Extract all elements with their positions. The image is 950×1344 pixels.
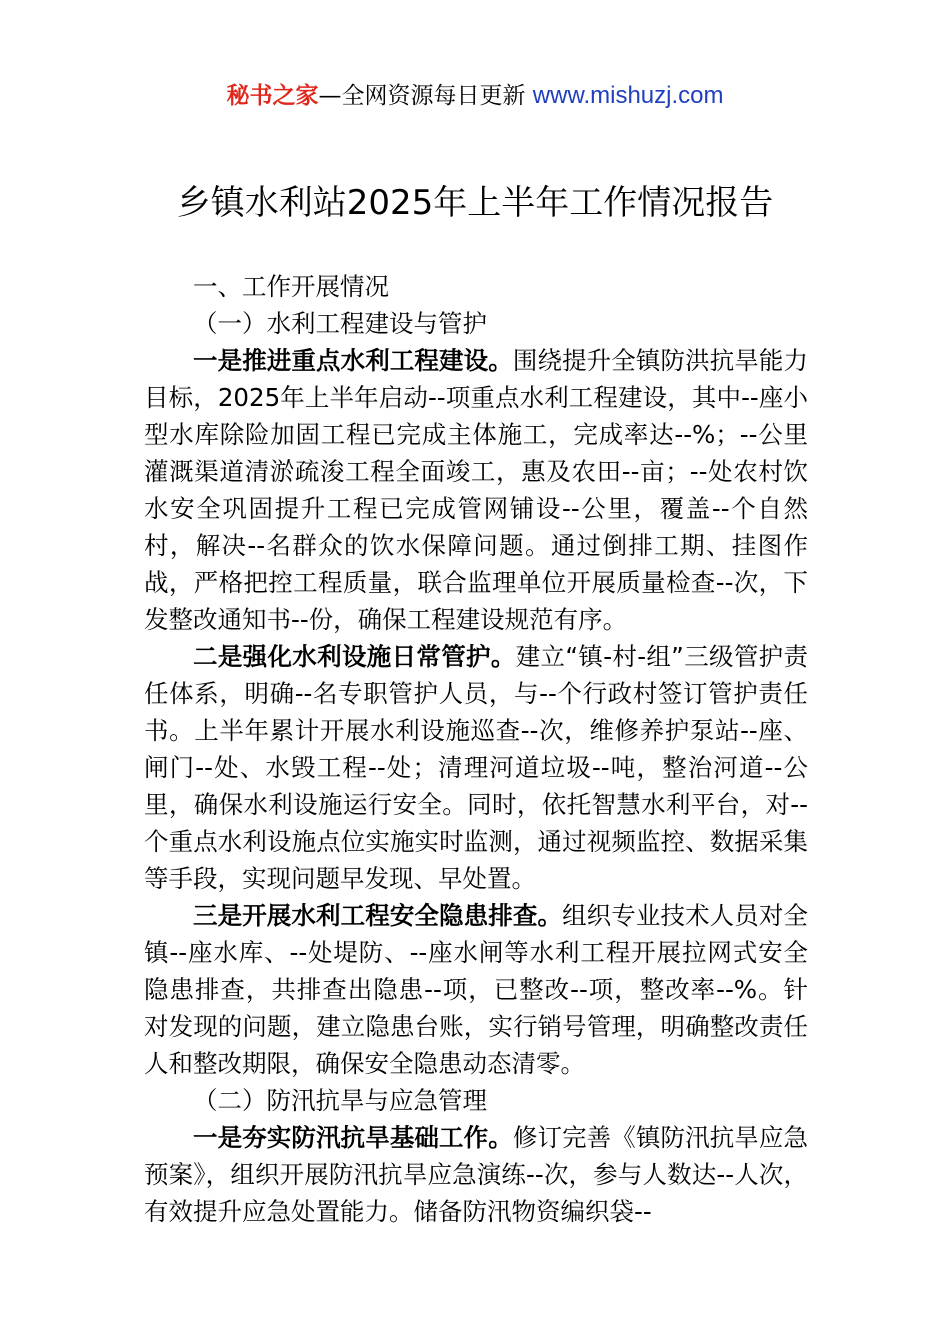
site-url-link[interactable]: www.mishuzj.com: [532, 82, 724, 109]
header-separator: —: [318, 83, 342, 109]
paragraph: [144, 1119, 808, 1230]
paragraph: [144, 897, 808, 1082]
header-tagline: 全网资源每日更新: [341, 83, 526, 109]
document-body: [144, 268, 808, 1230]
paragraph-body: 修订完善《镇防汛抗旱应急预案》，组织开展防汛抗旱应急演练--次，参与人数达--人次，有效提升应急处置能力。储备防汛物资编织袋--: [144, 1123, 809, 1226]
paragraph: [144, 342, 808, 638]
site-header: [0, 80, 950, 112]
subsection-heading: （二）防汛抗旱与应急管理: [193, 1086, 487, 1115]
paragraph-body: 组织专业技术人员对全镇--座水库、--处堤防、--座水闸等水利工程开展拉网式安全隐患排查，共排查出隐患--项，已整改--项，整改率--%。针对发现的问题，建立隐患台账，实行销号管理，明确整改责任人和整改期限，确保安全隐患动态清零。: [144, 901, 808, 1078]
paragraph: [144, 638, 808, 897]
paragraph-body: 建立“镇-村-组”三级管护责任体系，明确--名专职管护人员，与--个行政村签订管护责任书。上半年累计开展水利设施巡查--次，维修养护泵站--座、闸门--处、水毁工程--处；清理河道垃圾--吨，整治河道--公里，确保水利设施运行安全。同时，依托智慧水利平台，对--个重点水利设施点位实施实时监测，通过视频监控、数据采集等手段，实现问题早发现、早处置。: [144, 642, 808, 893]
brand-name: 秘书之家: [226, 83, 319, 109]
paragraph-lead: 一是推进重点水利工程建设。: [193, 346, 513, 375]
paragraph-lead: 一是夯实防汛抗旱基础工作。: [193, 1123, 513, 1152]
paragraph-body: 围绕提升全镇防洪抗旱能力目标，2025年上半年启动--项重点水利工程建设，其中--座小型水库除险加固工程已完成主体施工，完成率达--%；--公里灌溉渠道清淤疏浚工程全面竣工，惠及农田--亩；--处农村饮水安全巩固提升工程已完成管网铺设--公里，覆盖--个自然村，解决--名群众的饮水保障问题。通过倒排工期、挂图作战，严格把控工程质量，联合监理单位开展质量检查--次，下发整改通知书--份，确保工程建设规范有序。: [144, 346, 809, 634]
paragraph-lead: 二是强化水利设施日常管护。: [193, 642, 516, 671]
section-heading: 一、工作开展情况: [193, 272, 389, 301]
paragraph-lead: 三是开展水利工程安全隐患排查。: [193, 901, 563, 930]
subsection-heading: （一）水利工程建设与管护: [193, 309, 487, 338]
document-title: 乡镇水利站2025年上半年工作情况报告: [176, 183, 774, 223]
